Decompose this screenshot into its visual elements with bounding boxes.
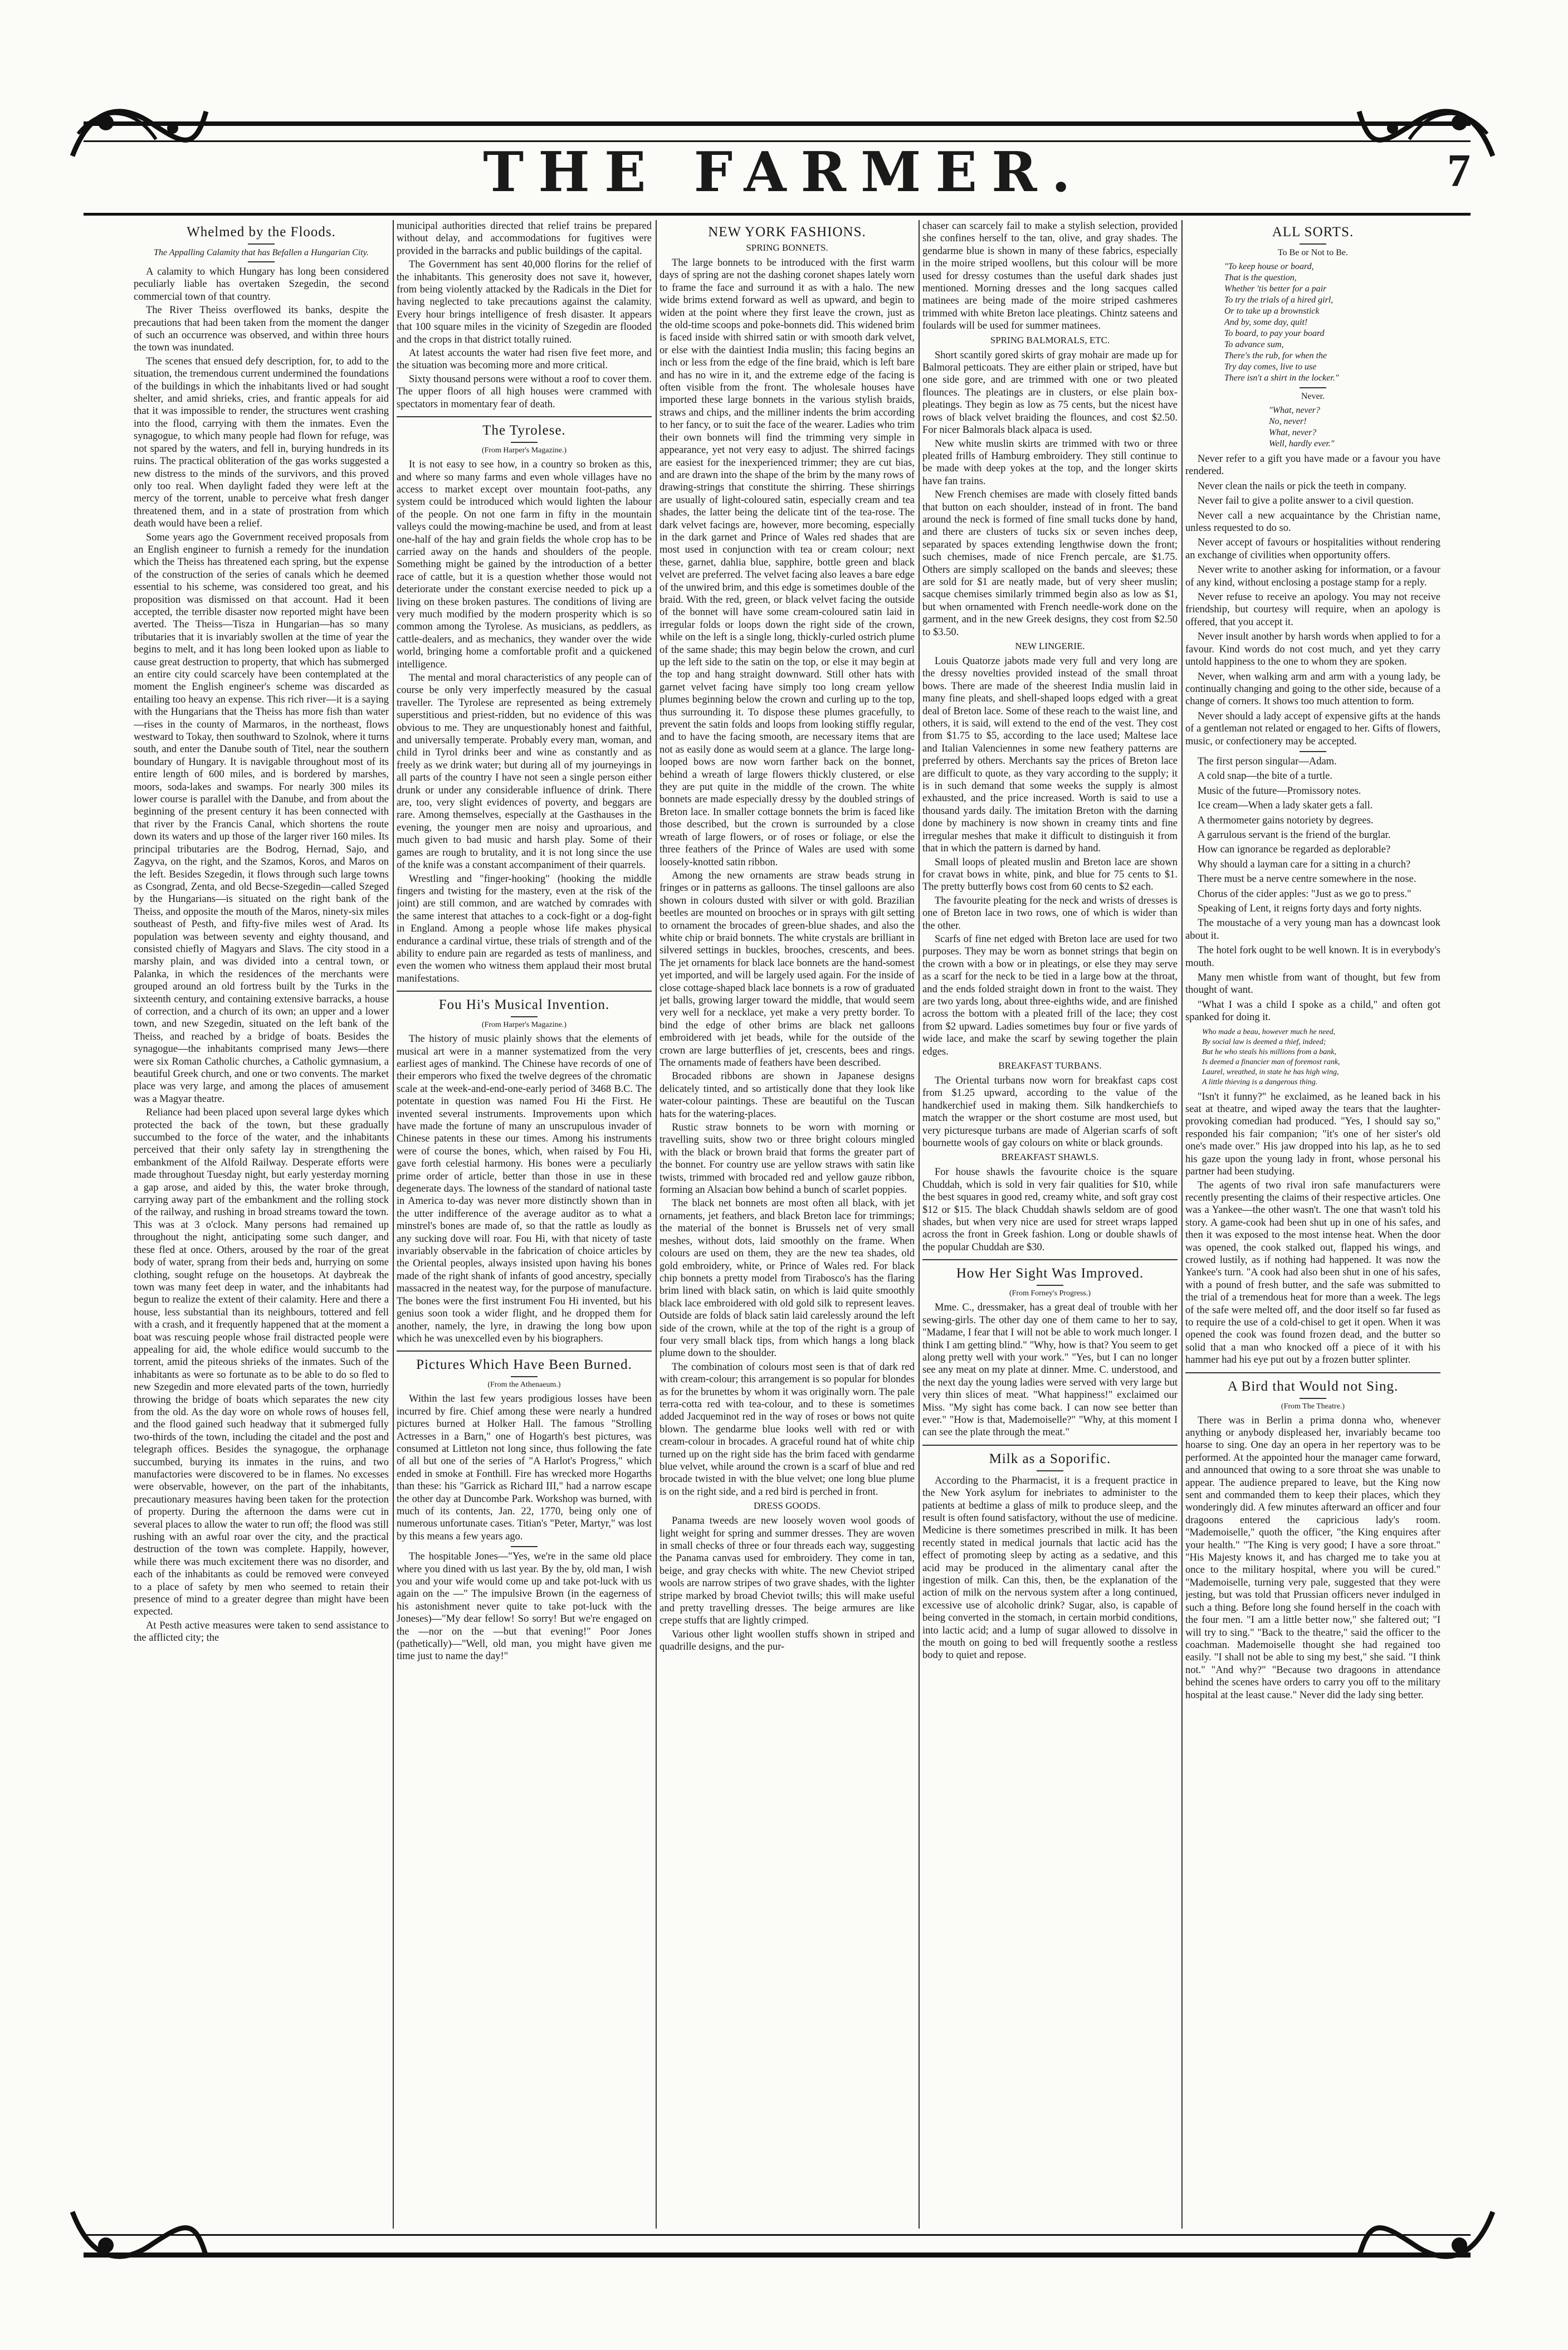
short-item: Ice cream—When a lady skater gets a fall.: [1198, 800, 1373, 812]
section-head: SPRING BALMORALS, ETC.: [990, 334, 1110, 345]
paragraph: Never fail to give a polite answer to a civil question.: [1198, 495, 1414, 507]
short-item: Music of the future—Promissory notes.: [1198, 785, 1361, 797]
paragraph: A calamity to which Hungary has long been considered peculiarly liable has overtaken Szegedin, the second commercial town of that country.: [134, 266, 389, 303]
article-title-bird: A Bird that Would not Sing.: [1227, 1378, 1399, 1394]
paragraph: The River Theiss overflowed its banks, despite the precautions that had been taken from the moment the danger of such an occurrence was observed, and within three hours the town was inundated.: [134, 305, 389, 354]
paragraph: The favourite pleating for the neck and wrists of dresses is one of Breton lace in two rows, one of which is wider than the other.: [922, 895, 1178, 932]
short-item: The first person singular—Adam.: [1198, 755, 1337, 767]
article-subtitle-floods: The Appalling Calamity that has Befallen a Hungarian City.: [154, 248, 369, 257]
page-number: 7: [1447, 145, 1471, 197]
paragraph: The agents of two rival iron safe manufacturers were recently presenting the claims of their respective articles. One was a Yankee—the other wasn't. The one that wasn't told his story. A game-cook had been shut up in one of his safes, and then it was exposed to the most intense heat. When the door was opened, the cook stalked out, flapped his wings, and crowed lustily, as if nothing had happened. It was now the Yankee's turn. "A cook had also been shut in one of his safes, with a pound of fresh butter, and the safe was submitted to the trial of a tremendous heat for more than a week. The legs of the safe were melted off, and the door itself so far fused as to require the use of a cold-chisel to get it open. When it was opened the cook was found frozen dead, and the butter so solid that a man who knocked off a piece of it with his hammer had his eye put out by a frozen butter splinter.: [1185, 1179, 1440, 1366]
paragraph: At Pesth active measures were taken to send assistance to the afflicted city; the: [134, 1620, 389, 1644]
title-dash: [511, 1016, 538, 1017]
title-dash: [248, 243, 275, 245]
paragraph: At latest accounts the water had risen five feet more, and the situation was becoming more and more critical.: [397, 348, 652, 372]
paragraph: Never write to another asking for information, or a favour of any kind, without enclosing a postage stamp for a reply.: [1185, 564, 1440, 588]
article-source: (From Forney's Progress.): [1009, 1289, 1091, 1298]
short-item: There must be a nerve centre somewhere in the nose.: [1198, 874, 1416, 885]
article-divider: [922, 1259, 1178, 1260]
article-divider: [922, 1445, 1178, 1446]
paragraph: The hospitable Jones—"Yes, we're in the same old place where you dined with us last year. By the by, old man, I wish you and your wife would come up and take pot-luck with us again on the —" The impulsive Brown (in the eagerness of his astonishment never quite to take pot-luck with the Joneses)—"My dear fellow! So sorry! But we're engaged on the —nor on the —but that evening!" Poor Jones (pathetically)—"Well, old man, you might have given me time just to name the day!": [397, 1551, 652, 1662]
paragraph: The mental and moral characteristics of any people can of course be only very imperfectly measured by the casual traveller. The Tyrolese are represented as being extremely superstitious and priest-ridden, but no evidence of this was obvious to me. They are unquestionably honest and faithful, and universally temperate. Probably every man, woman, and child in Tyrol drinks beer and wine as constantly and as freely as we drink water; but during all of my journeyings in all parts of the country I have not seen a single person either drunk or under any considerable influence of drink. There are, too, very slight evidences of poverty, and beggars are rare. Among themselves, especially at the Gasthauses in the evening, the younger men are noisy and uproarious, and much given to bad music and harsh play. Some of their games are rough to brutality, and it is not long since the use of the knife was a constant accompaniment of their quarrels.: [397, 672, 652, 871]
article-divider: [397, 416, 652, 417]
poem: Who made a beau, however much he need, By social law is deemed a thief, indeed; But he who steals his millions from a bank, Is deemed a financier man of foremost rank, Laurel, wreathed, in state he has high wing, A little thieving is a dangerous thing.: [1202, 1027, 1340, 1086]
poem: "What, never? No, never! What, never? Well, hardly ever.": [1269, 406, 1335, 448]
section-head: BREAKFAST SHAWLS.: [1001, 1152, 1099, 1163]
article-divider: [397, 991, 652, 992]
short-item: A cold snap—the bite of a turtle.: [1198, 771, 1332, 782]
paragraph: Wrestling and "finger-hooking" (hooking the middle fingers and twisting for the mastery, even at the risk of the joint) are still common, and are watched by comrades with the same interest that attaches to a cock-fight or a dog-fight in England. Among a people whose life makes physical endurance a cardinal virtue, these trials of strength and of the ability to endure pain are regarded as tests of manliness, and even the women who witness them applaud their most brutal manifestations.: [397, 873, 652, 984]
masthead: [0, 139, 1568, 212]
short-item: Speaking of Lent, it reigns forty days and forty nights.: [1198, 903, 1422, 914]
article-title-milk: Milk as a Soporific.: [989, 1451, 1111, 1466]
paragraph: The history of music plainly shows that the elements of musical art were in a manner systematized from the very earliest ages of mankind. The Chinese have records of one of their emperors who fixed the twelve degrees of the chromatic scale at the week-and-end-one-early period of 3468 B.C. The potentate in question was named Fou Hi the First. He invented several instruments. Improvements upon which have made the fortune of many an unscrupulous invader of Chinese patents in these our times. Among his instruments were of course the bones, which, when raised by Fou Hi, gave forth celestial harmony. His bones were a peculiarly prime order of article, better than those in use in these degenerate days. The lowness of the standard of national taste in America to-day was never more distinctly shown than in the utter indifference of the average auditor as to what a minstrel's bones are made of, so that the rattle as loudly as any sucking dove will roar. Fou Hi, with that nicety of taste invariably observable in the fabrication of choice articles by the Oriental peoples, always insisted upon having his bones made of the right shank of infants of good ancestry, specially massacred in the neatest way, for the purpose of manufacture. The bones were the first instrument Fou Hi invented, but his genius soon took a wider flight, and he dropped them for another, namely, the lyre, in drawing the long bow upon which he was unexcelled even by his biographers.: [397, 1033, 652, 1344]
paragraph: New white muslin skirts are trimmed with two or three pleated frills of Hamburg embroidery. They still continue to be made with deep yokes at the top, and the longer skirts have fan trains.: [922, 438, 1178, 487]
short-item: The hotel fork ought to be well known. It is in everybody's mouth.: [1185, 945, 1440, 969]
title-dash: [1037, 1470, 1063, 1471]
article-title-fou-hi: Fou Hi's Musical Invention.: [438, 997, 610, 1013]
paragraph: Never call a new acquaintance by the Christian name, unless requested to do so.: [1185, 510, 1440, 534]
paragraph: It is not easy to see how, in a country so broken as this, and where so many farms and even whole villages have no access to market except over mountain foot-paths, any system could be introduced which would lighten the labour of the people. On not one farm in fifty in the mountain valleys could the mowing-machine be used, and from at least one-half of the hay and grain fields the whole crop has to be carried away on the hands and shoulders of the people. Something might be gained by the introduction of a better race of cattle, but it is a question whether those would not deteriorate under the constant exercise needed to pick up a living on these broken pastures. The conditions of living are very much modified by the modern prosperity which is so common among the Tyrolese. As musicians, as peddlers, as cattle-dealers, and as mechanics, they wander over the wide world, bringing home a comfortable profit and a quickened intelligence.: [397, 459, 652, 670]
columns-area: [134, 220, 1440, 2229]
paragraph: Reliance had been placed upon several large dykes which protected the back of the town, but these gradually succumbed to the force of the water, and the inhabitants perceived that their only safety lay in strengthening the embankment of the Alfold Railway. Desperate efforts were made throughout Tuesday night, but early yesterday morning a gap arose, and aided by this, the water broke through, carrying away part of the embankment and the rolling stock of the railway, and rushing in broad streams toward the town. This was at 3 o'clock. Many persons had remained up throughout the night, anticipating some such danger, and these fled at once. Others, aroused by the roar of the great body of water, sprang from their beds and, hurrying on some clothing, sought refuge on the housetops. At daybreak the town was many feet deep in water, and the inhabitants had begun to realize the extent of their calamity. Here and there a house, less substantial than its neighbours, tottered and fell with a crash, and it frequently happened that at the moment a boat was rescuing people whose frail distracted people were appealing for aid, the whole edifice would succumb to the torrent, amid the piteous shrieks of the inmates. Such of the inhabitants as were so fortunate as to be able to do so fled to new Szegedin and more elevated parts of the town, hurriedly throwing the bridge of boats which separates the new city from the old. As the day wore on whole rows of houses fell, and the flood gained such headway that it submerged fully two-thirds of the town, including the citadel and the post and telegraph offices. Besides the synagogue, the orphanage succumbed, burying its inmates in the ruins, and two manufactories were discovered to be in flames. No excesses were observable, however, on the part of the inhabitants, precautionary measures having been taken for the protection of property. During the afternoon the dams were cut in several places to allow the water to run off; the flood was still rushing with an awful roar over the city, and the practical destruction of the town was complete. Happily, however, while there was much excitement there was no disorder, and each of the inhabitants as could be removed were conveyed to a place of safety by men who seemed to retain their presence of mind to a greater degree than might have been expected.: [134, 1107, 389, 1618]
paragraph: Sixty thousand persons were without a roof to cover them. The upper floors of all high houses were crammed with spectators in momentary fear of death.: [397, 373, 652, 410]
item-title: To Be or Not to Be.: [1278, 248, 1348, 257]
column-separator: [919, 220, 920, 2229]
paragraph: There was in Berlin a prima donna who, whenever anything or anybody displeased her, invariably became too hoarse to sing. One day an opera in her repertory was to be performed. At the appointed hour the manager came forward, and announced that owing to a sore throat she was unable to appear. The audience prepared to leave, but the King now sent and commanded them to keep their places, which they wonderingly did. A few minutes afterward an officer and four dragoons entered the capricious lady's room. "Mademoiselle," quoth the officer, "the King enquires after your health." "The King is very good; I have a sore throat." "His Majesty knows it, and has charged me to take you at once to the military hospital, where you will be cured." "Mademoiselle, turning very pale, suggested that they were jesting, but was told that Prussian officers never indulged in such a thing. Before long she found herself in the coach with the four men. "I am a little better now," she faltered out; "I will try to sing." "Back to the theatre," said the officer to the coachman. Mademoiselle thought she had regained too easily. "I shall not be able to sing my best," she said. "I think not." "And why?" "Because two dragoons in attendance behind the scenes have orders to carry you off to the military hospital at the least cause." Never did the lady sing better.: [1185, 1415, 1440, 1701]
paragraph: Never insult another by harsh words when applied to for a favour. Kind words do not cost much, and yet they carry untold happiness to the one to whom they are spoken.: [1185, 631, 1440, 668]
short-item: A garrulous servant is the friend of the burglar.: [1198, 829, 1391, 841]
section-head: NEW LINGERIE.: [1015, 641, 1085, 651]
title-dash: [511, 442, 538, 443]
short-item: A thermometer gains notoriety by degrees.: [1198, 815, 1374, 826]
article-title-floods: Whelmed by the Floods.: [187, 225, 336, 240]
article-title-pictures: Pictures Which Have Been Burned.: [416, 1357, 632, 1373]
column-separator: [393, 220, 394, 2229]
paragraph: chaser can scarcely fail to make a stylish selection, provided she confines herself to the tan, olive, and gray shades. The gendarme blue is shown in many of these fabrics, especially in the moire striped woollens, but this colour will be more used for dressy costumes than the useful dark shades just mentioned. Morning dresses and the long sacques called matinees are being made of the moire striped cashmeres trimmed with white Breton lace pleatings. Chintz sateens and foulards will be used for summer matinees.: [922, 221, 1178, 332]
paragraph: The large bonnets to be introduced with the first warm days of spring are not the dashing coronet shapes lately worn to frame the face and surround it as with a halo. The new wide brims extend forward as well as upward, and begin to widen at the point where they first leave the crown, just as the old-time scoops and poke-bonnets did. This widened brim is faced inside with shirred satin or with smooth dark velvet, or else with the daintiest India muslin; this facing begins an inch or less from the edge of the fine braid, which is left bare and has no wire in it, and the extreme edge of the facing is often visible from the front. The wholesale houses have imported these large bonnets in the various stylish braids, straws and chips, and the milliner indents the brim according to her fancy, or to suit the face of the wearer. Ladies who trim their own bonnets will find the trimming very simple in appearance, yet not very easy to adjust. The shirred facings are easiest for the inexperienced trimmer; they are cut bias, and are drawn into the shape of the brim by the many rows of drawing-strings that constitute the shirring. These shirrings are usually of light-coloured satin, especially cream and tea shades, the latter being the delicate tint of the tea-rose. The dark velvet facings are, however, more becoming, especially in the dark garnet and Prince of Wales red shades that are most used in conjunction with tea or cream colour; next these, garnet, dahlia blue, sapphire, bottle green and black velvet are preferred. The velvet facing also leaves a bare edge of the unwired brim, and this edge is sometimes double of the braid. With the red, green, or black velvet facing the outside of the bonnet will have some cream-coloured satin laid in irregular folds or loops down the right side of the crown, while on the left is a single long, thickly-curled ostrich plume of the same shade; this may begin below the crown, and curl up the left side to the satin on the top, or else it may begin at the top and hang straight downward. Still other hats with garnet velvet facing have simply too long cream yellow plumes beginning below the crown and curling up to the top, thus surrounding it. To dispose these plumes gracefully, to prevent the satin folds and loops from looking stiffly regular, and to have the facing smooth, are necessary items that are not as easily done as would seem at a glance. The large long-looped bows are now worn farther back on the bonnet, behind a wreath of large flowers thickly clustered, or else they are put quite in the middle of the crown. The white bonnets are made especially dressy by the doubled strings of Breton lace. In smaller cottage bonnets the brim is faced like those described, but the crown is surrounded by a close wreath of large flowers, or of roses or foliage, or else the three feathers of the Prince of Wales are used with some loosely-knotted satin ribbon.: [660, 257, 915, 868]
paragraph: "Isn't it funny?" he exclaimed, as he leaned back in his seat at theatre, and wiped away the tears that the laughter-provoking comedian had produced. "Yes, I should say so," responded his fair companion; "it's one of her sister's old one's made over." His jaw dropped into his lap, as he to sed his gaze upon the young lady in front, whose personal his partner had been studying.: [1185, 1091, 1440, 1178]
column-3: [660, 220, 915, 2229]
article-title-sight: How Her Sight Was Improved.: [956, 1266, 1144, 1281]
short-item: The moustache of a very young man has a downcast look about it.: [1185, 918, 1440, 942]
article-divider: [1185, 1372, 1440, 1373]
paragraph: Mme. C., dressmaker, has a great deal of trouble with her sewing-girls. The other day one of them came to her to say, "Madame, I fear that I will not be able to work much longer. I think I am getting blind." "Why, how is that? You seem to get along pretty well with your work." "Yes, but I can no longer see any meat on my plate at dinner. Mme. C. understood, and the next day the young ladies were served with very large but very thin slices of meat. "What happiness!" exclaimed our Miss. "My sight has come back. I can now see better than ever." "How is that, Mademoiselle?" "Why, at this moment I can see the plate through the meat.": [922, 1302, 1178, 1439]
section-head: BREAKFAST TURBANS.: [998, 1060, 1102, 1071]
paragraph: Among the new ornaments are straw beads strung in fringes or in patterns as galloons. The tinsel galloons are also shown in colours dusted with silver or with gold. Brazilian beetles are mounted on brooches or in sprays with gilt setting to ornament the brocades of green-blue shades, and also the white chip or braid bonnets. The white crystals are brilliant in silvered settings in buckles, brooches, crescents, and bees. The jet ornaments for black lace bonnets are the hand-somest yet imported, and will be largely used again. For the inside of close cottage-shaped black lace bonnets is a row of graduated jet balls, growing larger toward the middle, that would seem very well for a necklace, yet make a very pretty border. To bind the edge of other brims are black net galloons embroidered with jet beads, while for the outside of the crown are large butterflies of jet, crescents, bees and rings. The ornaments made of feathers have been described.: [660, 870, 915, 1069]
paragraph: municipal authorities directed that relief trains be prepared without delay, and accommodations for fugitives were provided in the barracks and public buildings of the capital.: [397, 221, 652, 257]
section-head: SPRING BONNETS.: [746, 242, 828, 253]
paragraph: Never refuse to receive an apology. You may not receive friendship, but courtesy will require, when an apology is offered, that you accept it.: [1185, 592, 1440, 628]
paragraph: Rustic straw bonnets to be worn with morning or travelling suits, show two or three bright colours mingled with the black or brown braid that forms the greater part of the bonnet. For country use are yellow straws with satin like twists, trimmed with brocaded red and yellow gauze ribbon, forming an Alsacian bow behind a bunch of scarlet poppies.: [660, 1122, 915, 1196]
item-title: Never.: [1301, 392, 1325, 401]
title-dash: [1037, 1285, 1063, 1286]
article-divider: [397, 1350, 652, 1352]
paragraph: According to the Pharmacist, it is a frequent practice in the New York asylum for inebriates to administer to the patients at bedtime a glass of milk to produce sleep, and the result is often found satisfactory, without the use of medicine. Medicine is there sometimes prescribed in milk. It has been recently stated in medical journals that lactic acid has the effect of promoting sleep by acting as a sedative, and this acid may be produced in the alimentary canal after the ingestion of milk. Can this, then, be the explanation of the action of milk on the nervous system after a long continued, excessive use of alcoholic drink? Sugar, also, is capable of being converted in the stomach, in certain morbid conditions, into lactic acid; and a lump of sugar allowed to dissolve in the mouth on going to bed will frequently soothe a restless body to quiet and repose.: [922, 1475, 1178, 1661]
item-dash: [1300, 387, 1326, 388]
paragraph: The combination of colours most seen is that of dark red with cream-colour; this arrangement is so popular for blondes as for the brunettes by whom it was originally worn. The pale terra-cotta red with tea-colour, and to these is sometimes added Jacqueminot red in the way of roses or bows not quite blown. The gendarme blue looks well with red or with cream-colour in brocades. A graceful round hat of white chip turned up on the right side has the brim faced with gendarme blue velvet, while around the crown is a scarf of blue and red brocade twisted in with the blue velvet; one long blue plume is on the right side, and a red bird is perched in front.: [660, 1361, 915, 1498]
bottom-border-rule: [84, 2234, 1471, 2258]
paragraph: Never should a lady accept of expensive gifts at the hands of a gentleman not related or engaged to her. Gifts of flowers, music, or confectionery may be accepted.: [1185, 710, 1440, 747]
paragraph: Panama tweeds are new loosely woven wool goods of light weight for spring and summer dresses. They are woven in small checks of three or four threads each way, suggesting the Panama canvas used for embroidery. They come in tan, beige, and gray checks with white. The new Cheviot striped wools are narrow stripes of two grave shades, with the lighter stripe marked by broad Cheviot twills; this will make useful and pretty travelling dresses. The beige armures are like crepe stuffs that are lightly crimped.: [660, 1515, 915, 1627]
title-dash: [1300, 1398, 1326, 1399]
paragraph: Short scantily gored skirts of gray mohair are made up for Balmoral petticoats. They are either plain or striped, have but one side gore, and are trimmed with one or two pleated flounces. The pleatings are in clusters, or else plain box-pleatings. They begin as low as 75 cents, but the nicest have rows of black velvet braiding the flounces, and cost $2.50. For nicer Balmorals black alpaca is used.: [922, 349, 1178, 436]
poem: "To keep house or board, That is the question, Whether 'tis better for a pair To try the trials of a hired girl, Or to take up a brownstick And by, some day, quit! To board, to pay your board To advance sum, There's the rub, for when the Try day comes, live to use There isn't a shirt in the locker.": [1224, 262, 1339, 383]
column-4: [922, 220, 1178, 2229]
paragraph: Scarfs of fine net edged with Breton lace are used for two purposes. They may be worn as bonnet strings that begin on the crown with a bow or in pleatings, or else they may serve as a scarf for the neck to be tied in a large bow at the throat, and the ends folded straight down in front to the waist. They are two yards long, about three-eighths wide, and are finished across the bottom with a pleated frill of the lace; they cost from $2 upward. Ladies sometimes buy four or five yards of wide lace, and make the scarf by sewing together the plain edges.: [922, 933, 1178, 1057]
article-source: (From The Theatre.): [1281, 1402, 1345, 1411]
title-dash: [248, 261, 275, 262]
title-dash: [1300, 243, 1326, 245]
paragraph: The Oriental turbans now worn for breakfast caps cost from $1.25 upward, according to the value of the handkerchief used in making them. Silk handkerchiefs to match the wrapper or the short costume are most used, but very picturesque turbans are made of Algerian scarfs of soft bournette wools of gay colours on white or black grounds.: [922, 1075, 1178, 1149]
paragraph: Various other light woollen stuffs shown in striped and quadrille designs, and the pur-: [660, 1629, 915, 1653]
short-item: Chorus of the cider apples: "Just as we go to press.": [1198, 888, 1411, 900]
paragraph: Never refer to a gift you have made or a favour you have rendered.: [1185, 454, 1440, 477]
masthead-rule: [84, 213, 1471, 216]
paragraph: New French chemises are made with closely fitted bands that button on each shoulder, instead of in front. The band around the neck is formed of fine small tucks done by hand, and there are clusters of tucks six or seven inches deep, separated by spaces extending lengthwise down the front; such chemises, made of nice French percale, are $1.75. Others are simply scalloped on the bands and sleeves; these are sold for $1 are neatly made, but of very sheer muslin; sacque chemises similarly trimmed begin also as low as $1, but when ornamented with French needle-work done on the garment, and in the new Greek designs, they cost from $2.50 to $3.50.: [922, 489, 1178, 638]
column-1: [134, 220, 389, 2229]
column-2: [397, 220, 652, 2229]
column-separator: [1181, 220, 1183, 2229]
paragraph: Never clean the nails or pick the teeth in company.: [1198, 480, 1406, 492]
paragraph: Never accept of favours or hospitalities without rendering an exchange of civilities when opportunity offers.: [1185, 537, 1440, 561]
article-source: (From Harper's Magazine.): [481, 1021, 567, 1030]
article-source: (From Harper's Magazine.): [481, 446, 567, 455]
article-title-fashions: NEW YORK FASHIONS.: [708, 225, 866, 240]
item-dash: [1300, 751, 1326, 752]
paragraph: Brocaded ribbons are shown in Japanese designs delicately tinted, and so artistically done that they look like water-colour paintings. These are beautiful on the Tuscan hats for the watering-places.: [660, 1071, 915, 1120]
paragraph: Louis Quatorze jabots made very full and very long are the dressy novelties provided instead of the small throat bows. There are made of the sheerest India muslin laid in many fine pleats, and shell-shaped loops edged with a great deal of Breton lace. Some of these reach to the waist line, and others, it is said, will extend to the end of the vest. They cost from $1.75 to $5, according to the lace used; Maltese lace and Italian Valenciennes in some new feathery patterns are preferred by others. Merchants say the prices of Breton lace are difficult to quote, as they vary according to the supply; it is in such demand that some weeks the supply is almost exhausted, and the price increased. Worth is said to use a thousand yards daily. The imitation Breton with the darning done by machinery is now shown in creamy tints and fine irregular meshes that make it difficult to distinguish it from that in which the pattern is darned by hand.: [922, 656, 1178, 855]
article-source: (From the Athenaeum.): [487, 1381, 561, 1389]
paragraph: Small loops of pleated muslin and Breton lace are shown for cravat bows in white, pink, and blue for 75 cents to $1. The pretty butterfly bows cost from 60 cents to $2 each.: [922, 856, 1178, 893]
paragraph: Never, when walking arm and arm with a young lady, be continually changing and going to the other side, because of a change of corners. It shows too much attention to form.: [1185, 671, 1440, 708]
short-item: Why should a layman care for a sitting in a church?: [1198, 859, 1411, 870]
paragraph: Within the last few years prodigious losses have been incurred by fire. Chief among these were nearly a hundred pictures burned at Holker Hall. The famous "Strolling Actresses in a Barn," one of Hogarth's best pictures, was consumed at Littleton not long since, thus following the fate of all but one of the series of "A Harlot's Progress," which ended in smoke at Fonthill. Fire has wrecked more Hogarths than these: his "Garrick as Richard III," had a narrow escape the other day at Duncombe Park. Workshop was burned, with much of its contents, Jan. 22, 1770, being only one of numerous unfortunate cases. Titian's "Peter, Martyr," was lost by this means a few years ago.: [397, 1393, 652, 1542]
section-title-all-sorts: ALL SORTS.: [1272, 225, 1354, 240]
article-title-tyrolese: The Tyrolese.: [482, 423, 566, 438]
short-item: "What I was a child I spoke as a child," and often got spanked for doing it.: [1185, 999, 1440, 1023]
column-separator: [656, 220, 657, 2229]
short-item: Many men whistle from want of thought, but few from thought of want.: [1185, 972, 1440, 996]
paragraph: Some years ago the Government received proposals from an English engineer to furnish a remedy for the inundation which the Theiss has threatened each spring, but the expense of the construction of the series of canals which he deemed essential to his scheme, was considered too great, and his proposition was dismissed on that account. Had it been accepted, the terrible disaster now reported might have been averted. The Theiss—Tisza in Hungarian—has so many tributaries that it is invariably swollen at the time of year the begins to melt, and it has long been looked upon as liable to cause great destruction to property, that which has submerged an entire city could scarcely have been contemplated at the moment the English engineer's scheme was discarded as entailing too heavy an expense. This rich river—it is a saying with the Hungarians that the Theiss has more fish than water—rises in the county of Marmaros, in the northeast, flows westward to Tokay, then southward to Szolnok, where it turns south, and enter the Danube south of Titel, near the southern boundary of Hungary. It is navigable throughout most of its entire length of 600 miles, and is bordered by marshes, moors, soda-lakes and swamps. For nearly 300 miles its lower course is parallel with the Danube, and from about the beginning of the present century it has been connected with that river by the Francis Canal, which shortens the route down its waters and up those of the larger river 160 miles. Its principal tributaries are the Bodrog, Hernad, Sajo, and Zagyva, on the right, and the Szamos, Koros, and Maros on the left. Besides Szegedin, it flows through such large towns as Csongrad, Zenta, and old Becse-Szegedin—called Szeged by the Hungarians—is situated on the right bank of the Theiss, and opposite the mouth of the Maros, ninety-six miles southeast of Pesth, and fifty-five miles west of Arad. Its population was between seventy and eighty thousand, and consisted chiefly of Magyars and Slavs. The city stood in a marshy plain, and was divided into a central town, or Palanka, in which the residences of the merchants were grouped around an old fortress built by the Turks in the sixteenth century, and containing extensive barracks, a house of correction, and a church of its own; an upper and a lower town, and new Szegedin, situated on the left bank of the Theiss, and reached by a bridge of boats. Besides the synagogue—the inhabitants comprised many Jews—there were six Roman Catholic churches, a Catholic gymnasium, a beautiful Greek church, and one or two convents. The market place was very large, and among the places of amusement was a Magyar theatre.: [134, 532, 389, 1105]
paragraph: The scenes that ensued defy description, for, to add to the situation, the tremendous current undermined the foundations of the buildings in which the inhabitants lived or had sought shelter, and amid shrieks, cries, and frantic appeals for aid that it was impossible to render, the structures went crashing into the flood, carrying with them the inmates. Even the synagogue, to which many people had flown for refuge, was not spared by the waters, and fell in, burying hundreds in its ruins. The practical obliteration of the gas works suggested a new distress to the minds of the survivors, and this proved only too real. When daylight faded they were left at the mercy of the torrent, unable to perceive what fresh danger threatened them, and in a state of prostration from which death would have been a relief.: [134, 355, 389, 530]
paragraph: For house shawls the favourite choice is the square Chuddah, which is sold in very fair qualities for $10, while the best squares in good red, creamy white, and soft gray cost $12 or $15. The black Chuddah shawls seldom are of good shades, but when very nice are used for street wraps lapped across the front in Greek fashion. Long or double shawls of the popular Chuddah are $30.: [922, 1167, 1178, 1253]
masthead-title: THE FARMER.: [483, 140, 1085, 204]
paragraph: The Government has sent 40,000 florins for the relief of the inhabitants. This generosity does not save it, however, from being violently attacked by the Radicals in the Diet for having neglected to take precautions against the calamity. Every hour brings intelligence of fresh disaster. It appears that 100 square miles in the vicinity of Szegedin are flooded and the crops in that district totally ruined.: [397, 259, 652, 345]
section-head: DRESS GOODS.: [754, 1500, 820, 1512]
short-item: How can ignorance be regarded as deplorable?: [1198, 844, 1391, 856]
paragraph: The black net bonnets are most often all black, with jet ornaments, jet feathers, and black Breton lace for trimmings; the material of the bonnet is Brussels net of very small meshes, without dots, laid smoothly on the frame. When colours are used on them, they are the new tea shades, old gold embroidery, white, or Prince of Wales red. For black chip bonnets a pretty model from Tirabosco's has the flaring brim lined with black satin, on which is laid quite smoothly black lace embroidered with old gold silk to represent leaves. Outside are folds of black satin laid carelessly around the left side of the crown, while at the top of the right is a group of four very small black tips, from which hangs a long black plume down to the shoulder.: [660, 1198, 915, 1359]
item-dash: [511, 1546, 538, 1547]
title-dash: [511, 1376, 538, 1377]
column-5: [1185, 220, 1440, 2229]
